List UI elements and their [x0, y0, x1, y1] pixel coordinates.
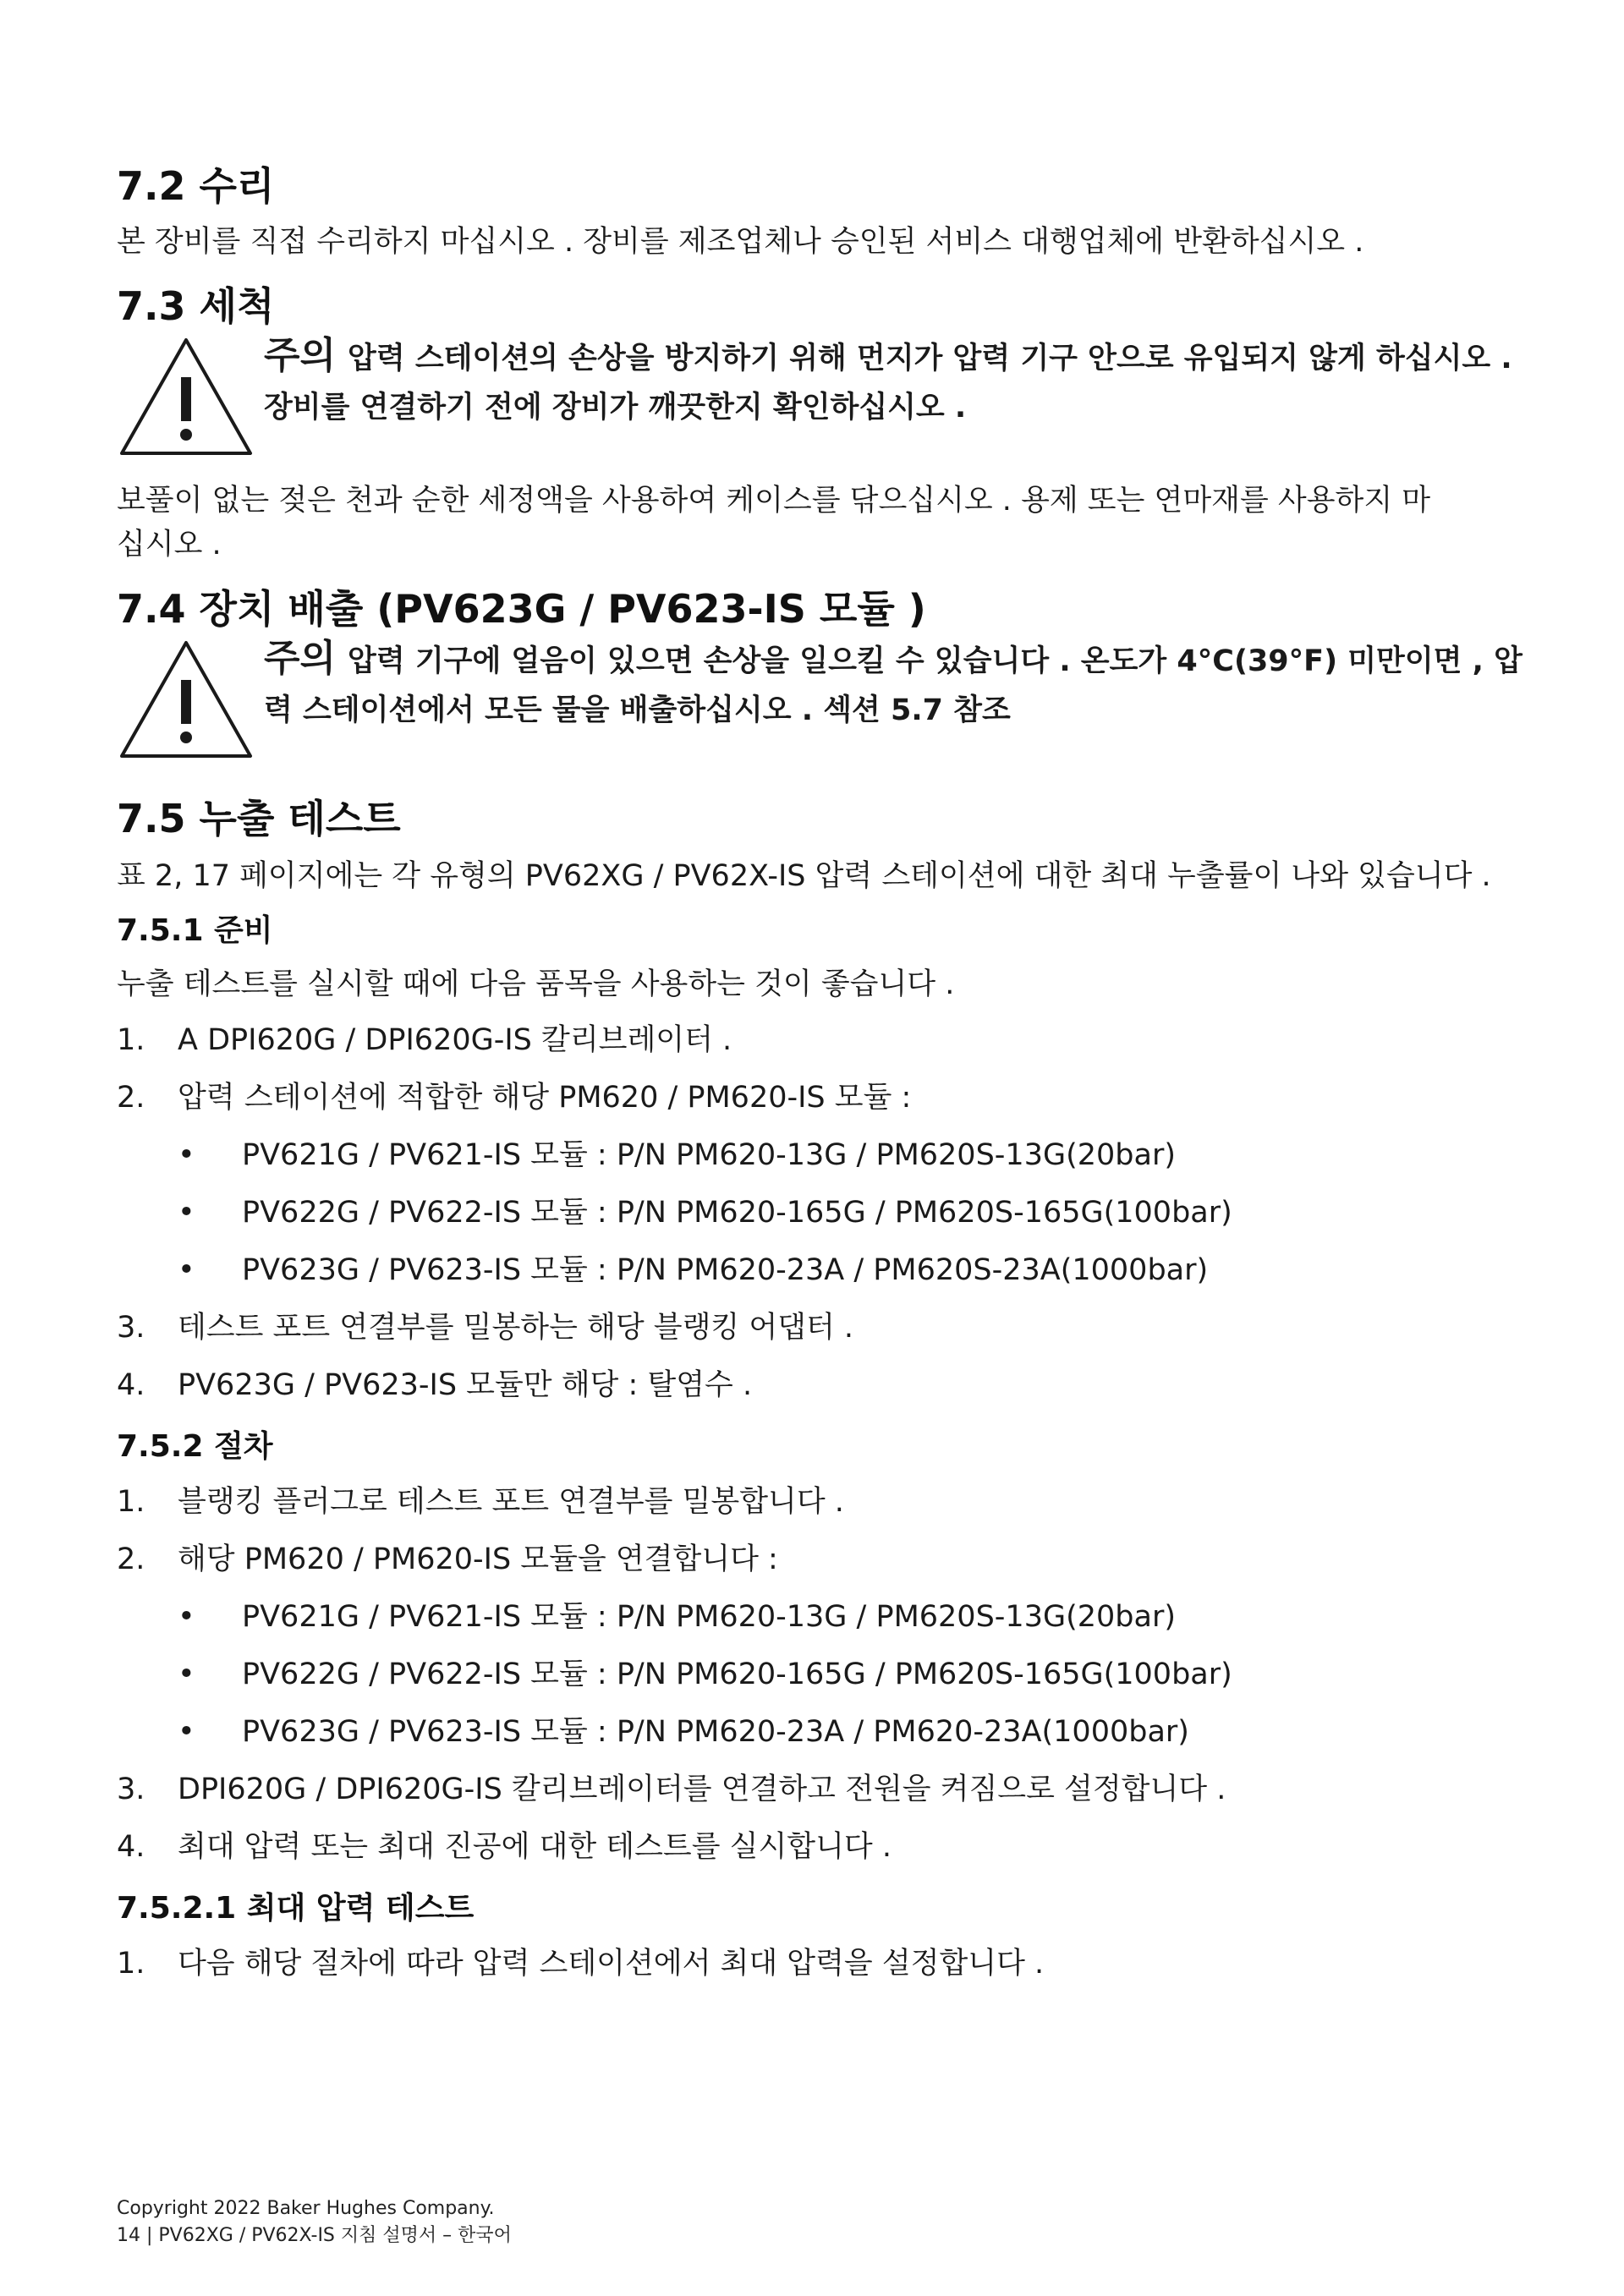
bullet-point: • — [178, 1600, 195, 1634]
bullet-text: PV622G / PV622-IS 모듈 : P/N PM620-165G / PM620S-165G(100bar) — [242, 1196, 1232, 1230]
bullet-item — [117, 1588, 1521, 1646]
section-heading-7-4: 7.4 장치 배출 (PV623G / PV623-IS 모듈 ) — [117, 586, 926, 632]
list-item-text: 압력 스테이션에 적합한 해당 PM620 / PM620-IS 모듈 : — [178, 1081, 912, 1115]
bullet-item — [117, 1703, 1521, 1761]
numbered-list-7-5-2-cont — [117, 1761, 1521, 1876]
list-number: 2. — [117, 1543, 145, 1576]
caution-message: 압력 기구에 얼음이 있으면 손상을 일으킬 수 있습니다 . 온도가 4°C(39°F) 미만이면 , 압력 스테이션에서 모든 물을 배출하십시오 . 섹션 5.7 참조 — [264, 644, 1522, 727]
list-number: 1. — [117, 1947, 145, 1981]
section-heading-7-3: 7.3 세척 — [117, 283, 275, 329]
section-text-7-2: 본 장비를 직접 수리하지 마십시오 . 장비를 제조업체나 승인된 서비스 대행업체에 반환하십시오 . — [117, 225, 1364, 259]
bullet-point: • — [178, 1253, 195, 1287]
numbered-list-7-5-2-1 — [117, 1935, 1521, 1992]
list-number: 1. — [117, 1485, 145, 1519]
list-number: 1. — [117, 1023, 145, 1057]
list-item — [117, 1011, 1521, 1069]
list-item-text: 테스트 포트 연결부를 밀봉하는 해당 블랭킹 어댑터 . — [178, 1311, 854, 1345]
bullet-item — [117, 1126, 1521, 1184]
caution-title: 주의 — [264, 637, 337, 680]
numbered-list-7-5-1 — [117, 1011, 1521, 1126]
warning-triangle-icon — [118, 337, 254, 457]
list-item — [117, 1818, 1521, 1876]
caution-block-7-3 — [117, 334, 1521, 463]
bullet-point: • — [178, 1658, 195, 1691]
list-item-text: 다음 해당 절차에 따라 압력 스테이션에서 최대 압력을 설정합니다 . — [178, 1947, 1045, 1981]
list-item — [117, 1935, 1521, 1992]
list-item — [117, 1356, 1521, 1414]
bullet-item — [117, 1184, 1521, 1241]
caution-text-7-4 — [264, 634, 1533, 735]
numbered-list-7-5-1-cont — [117, 1299, 1521, 1414]
bullet-list-7-5-2 — [117, 1588, 1521, 1761]
list-number: 3. — [117, 1773, 145, 1806]
bullet-point: • — [178, 1138, 195, 1172]
subsection-heading-7-5-2-1: 7.5.2.1 최대 압력 테스트 — [117, 1891, 475, 1926]
page-content — [117, 161, 1521, 1992]
footer-page-line: 14 | PV62XG / PV62X-IS 지침 설명서 – 한국어 — [117, 2225, 512, 2246]
list-number: 2. — [117, 1081, 145, 1115]
section-heading-7-5: 7.5 누출 테스트 — [117, 796, 401, 841]
bullet-list-7-5-1 — [117, 1126, 1521, 1299]
list-number: 3. — [117, 1311, 145, 1345]
list-number: 4. — [117, 1830, 145, 1864]
list-item — [117, 1473, 1521, 1531]
bullet-item — [117, 1241, 1521, 1299]
caution-block-7-4 — [117, 639, 1521, 766]
bullet-text: PV622G / PV622-IS 모듈 : P/N PM620-165G / PM620S-165G(100bar) — [242, 1658, 1232, 1691]
list-item — [117, 1761, 1521, 1818]
bullet-text: PV621G / PV621-IS 모듈 : P/N PM620-13G / PM620S-13G(20bar) — [242, 1600, 1176, 1634]
bullet-point: • — [178, 1715, 195, 1749]
list-item-text: 블랭킹 플러그로 테스트 포트 연결부를 밀봉합니다 . — [178, 1485, 844, 1519]
warning-triangle-icon — [118, 639, 254, 759]
footer-copyright: Copyright 2022 Baker Hughes Company. — [117, 2198, 495, 2219]
subsection-heading-7-5-2: 7.5.2 절차 — [117, 1429, 273, 1464]
bullet-point: • — [178, 1196, 195, 1230]
section-text-7-5: 표 2, 17 페이지에는 각 유형의 PV62XG / PV62X-IS 압력 스테이션에 대한 최대 누출률이 나와 있습니다 . — [117, 859, 1491, 893]
caution-message: 압력 스테이션의 손상을 방지하기 위해 먼지가 압력 기구 안으로 유입되지 않게 하십시오 . 장비를 연결하기 전에 장비가 깨끗한지 확인하십시오 . — [264, 342, 1512, 425]
list-item — [117, 1531, 1521, 1588]
list-item — [117, 1069, 1521, 1126]
list-number: 4. — [117, 1368, 145, 1402]
subsection-heading-7-5-1: 7.5.1 준비 — [117, 913, 273, 948]
caution-text-7-3 — [264, 332, 1533, 432]
section-text-7-3: 보풀이 없는 젖은 천과 순한 세정액을 사용하여 케이스를 닦으십시오 . 용제 또는 연마재를 사용하지 마십시오 . — [117, 484, 1431, 562]
list-item-text: A DPI620G / DPI620G-IS 칼리브레이터 . — [178, 1023, 732, 1057]
subsection-intro-7-5-1: 누출 테스트를 실시할 때에 다음 품목을 사용하는 것이 좋습니다 . — [117, 967, 955, 1001]
list-item-text: DPI620G / DPI620G-IS 칼리브레이터를 연결하고 전원을 켜짐으로 설정합니다 . — [178, 1773, 1226, 1806]
caution-title: 주의 — [264, 334, 337, 377]
list-item-text: PV623G / PV623-IS 모듈만 해당 : 탈염수 . — [178, 1368, 753, 1402]
list-item-text: 최대 압력 또는 최대 진공에 대한 테스트를 실시합니다 . — [178, 1830, 892, 1864]
bullet-item — [117, 1646, 1521, 1703]
list-item — [117, 1299, 1521, 1356]
page-footer — [117, 2195, 512, 2249]
numbered-list-7-5-2 — [117, 1473, 1521, 1588]
bullet-text: PV621G / PV621-IS 모듈 : P/N PM620-13G / PM620S-13G(20bar) — [242, 1138, 1176, 1172]
bullet-text: PV623G / PV623-IS 모듈 : P/N PM620-23A / PM620S-23A(1000bar) — [242, 1253, 1209, 1287]
section-heading-7-2: 7.2 수리 — [117, 163, 275, 209]
list-item-text: 해당 PM620 / PM620-IS 모듈을 연결합니다 : — [178, 1543, 778, 1576]
bullet-text: PV623G / PV623-IS 모듈 : P/N PM620-23A / PM620-23A(1000bar) — [242, 1715, 1189, 1749]
